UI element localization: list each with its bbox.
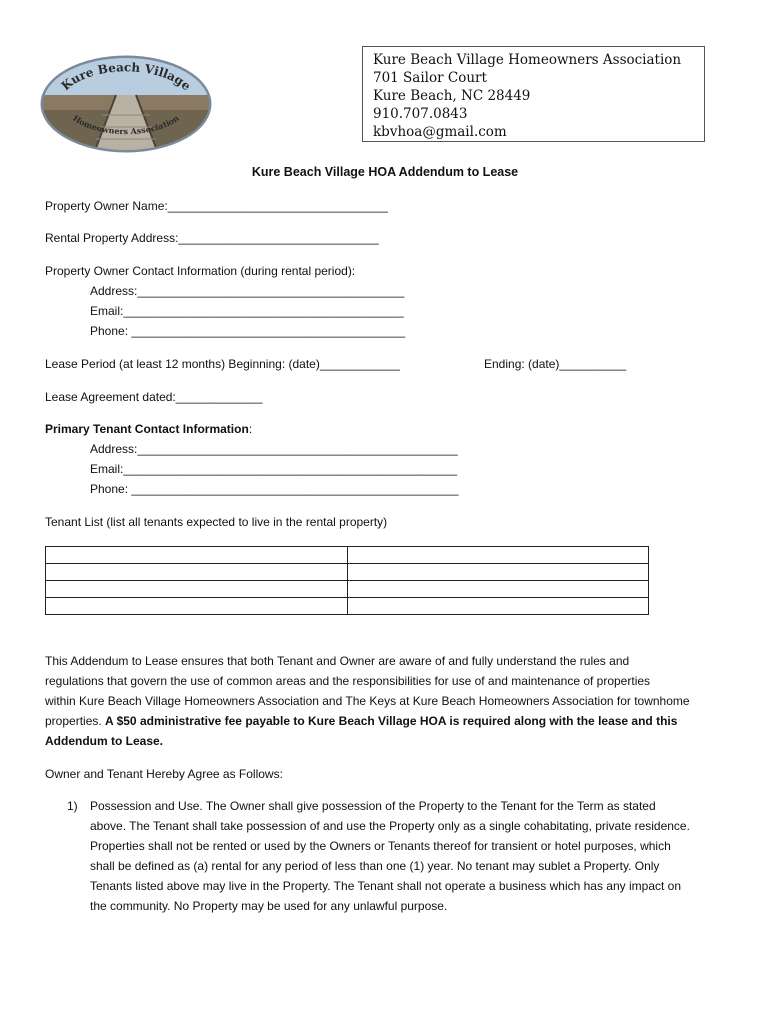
addendum-plain-text: properties. <box>45 714 106 728</box>
table-cell[interactable] <box>347 564 649 581</box>
addendum-line: within Kure Beach Village Homeowners Association and The Keys at Kure Beach Homeowners Association for townhome <box>45 694 690 708</box>
table-cell[interactable] <box>347 598 649 615</box>
table-row <box>46 564 649 581</box>
agree-heading: Owner and Tenant Hereby Agree as Follows: <box>45 767 283 781</box>
clause-line: above. The Tenant shall take possession of and use the Property only as a single cohabitating, private residence. <box>90 819 690 833</box>
table-cell[interactable] <box>46 564 348 581</box>
owner-name-field[interactable]: Property Owner Name:_________________________________ <box>45 199 388 213</box>
table-row <box>46 581 649 598</box>
table-row <box>46 598 649 615</box>
agreement-dated-field[interactable]: Lease Agreement dated:_____________ <box>45 390 263 404</box>
hoa-email: kbvhoa@gmail.com <box>373 124 507 140</box>
owner-phone-field[interactable]: Phone: _________________________________________ <box>90 324 405 338</box>
addendum-line <box>45 711 735 731</box>
hoa-contact-box <box>362 46 705 142</box>
owner-email-field[interactable]: Email:__________________________________________ <box>90 304 404 318</box>
tenant-contact-heading <box>45 421 252 437</box>
kure-beach-village-logo <box>40 55 212 153</box>
tenant-list-label: Tenant List (list all tenants expected to live in the rental property) <box>45 515 388 529</box>
hoa-phone: 910.707.0843 <box>373 106 468 122</box>
document-title: Kure Beach Village HOA Addendum to Lease <box>251 165 519 179</box>
hoa-street: 701 Sailor Court <box>373 70 487 86</box>
clause-line: Properties shall not be rented or used by the Owners or Tenants thereof for transient or hotel purposes, which <box>90 839 671 853</box>
clause-line: shall be defined as (a) rental for any period of less than one (1) year. No tenant may sublet a Property. Only <box>90 859 660 873</box>
table-cell[interactable] <box>46 547 348 564</box>
rental-address-field[interactable]: Rental Property Address:______________________________ <box>45 231 379 245</box>
logo-top-text: Kure Beach Village <box>58 60 194 94</box>
tenant-address-field[interactable]: Address:________________________________________________ <box>90 442 458 456</box>
table-row <box>46 547 649 564</box>
fee-notice-text: A $50 administrative fee payable to Kure Beach Village HOA is required along with the lease and this <box>105 714 678 728</box>
owner-address-field[interactable]: Address:________________________________________ <box>90 284 405 298</box>
owner-contact-heading: Property Owner Contact Information (during rental period): <box>45 264 356 278</box>
tenant-email-field[interactable]: Email:__________________________________________________ <box>90 462 458 476</box>
lease-ending-field[interactable]: Ending: (date)__________ <box>484 357 627 371</box>
addendum-line: This Addendum to Lease ensures that both Tenant and Owner are aware of and fully understand the rules and <box>45 654 630 668</box>
item-number: 1) <box>67 799 78 813</box>
clause-line: Possession and Use. The Owner shall give possession of the Property to the Tenant for the Term as stated <box>90 799 656 813</box>
possession-and-use-clause <box>90 796 735 916</box>
addendum-paragraph <box>45 651 735 751</box>
addendum-line: regulations that govern the use of common areas and the responsibilities for use of and maintenance of properties <box>45 674 651 688</box>
tenant-phone-field[interactable]: Phone: _________________________________________________ <box>90 482 459 496</box>
logo-bottom-text: Homeowners Association <box>71 112 181 137</box>
tenant-heading-text: Primary Tenant Contact Information <box>45 422 249 436</box>
tenant-list-table <box>45 546 649 615</box>
tenant-heading-colon: : <box>248 422 253 436</box>
table-cell[interactable] <box>46 581 348 598</box>
hoa-city: Kure Beach, NC 28449 <box>373 88 531 104</box>
hoa-name: Kure Beach Village Homeowners Association <box>373 52 682 68</box>
clause-line: Tenants listed above may live in the Property. The Tenant shall not operate a business which has any impact on <box>90 879 682 893</box>
table-cell[interactable] <box>46 598 348 615</box>
addendum-line: Addendum to Lease. <box>45 734 164 748</box>
table-cell[interactable] <box>347 581 649 598</box>
lease-period-field[interactable]: Lease Period (at least 12 months) Beginning: (date)____________ <box>45 357 400 371</box>
clause-line: the community. No Property may be used for any unlawful purpose. <box>90 899 448 913</box>
table-cell[interactable] <box>347 547 649 564</box>
